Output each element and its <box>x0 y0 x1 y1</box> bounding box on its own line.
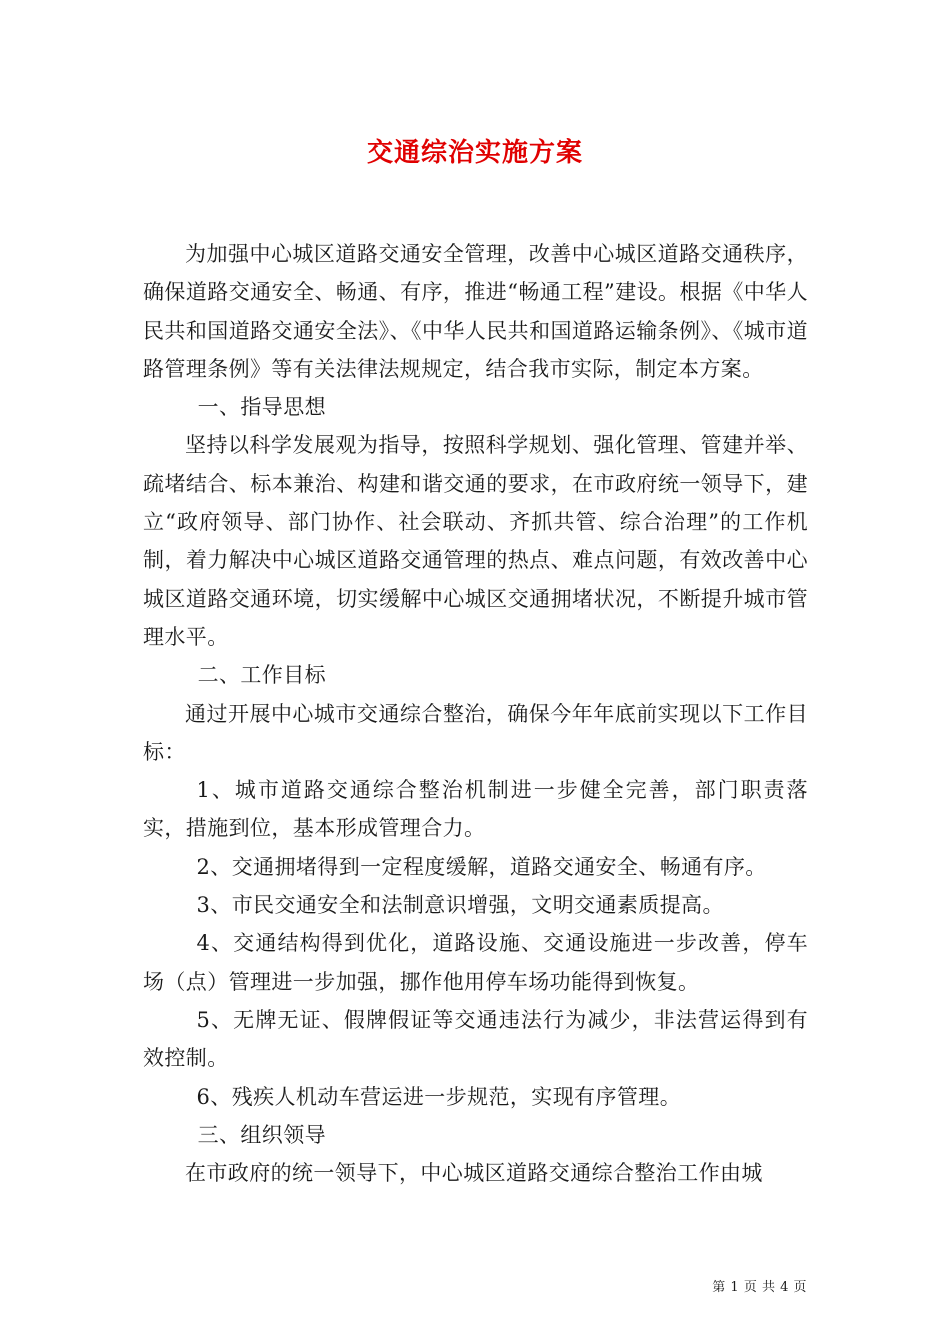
list-item-goal-4: 4、交通结构得到优化，道路设施、交通设施进一步改善，停车场（点）管理进一步加强，挪作他用停车场功能得到恢复。 <box>143 931 808 994</box>
document-title: 交通综治实施方案 <box>366 138 583 168</box>
paragraph-work-goals-intro: 通过开展中心城市交通综合整治，确保今年年底前实现以下工作目标： <box>143 701 808 764</box>
paragraph-organization: 在市政府的统一领导下，中心城区道路交通综合整治工作由城 <box>185 1161 763 1186</box>
section-heading-guiding-ideology: 一、指导思想 <box>197 395 326 420</box>
page-number: 第 1 页 共 4 页 <box>712 1280 807 1295</box>
paragraph-intro: 为加强中心城区道路交通安全管理，改善中心城区道路交通秩序，确保道路交通安全、畅通、有序，推进“畅通工程”建设。根据《中华人民共和国道路交通安全法》、《中华人民共和国道路运输条例》、《城市道路管理条例》等有关法律法规规定，结合我市实际，制定本方案。 <box>143 242 808 381</box>
section-heading-work-goals: 二、工作目标 <box>197 663 326 688</box>
paragraph-guiding-ideology: 坚持以科学发展观为指导，按照科学规划、强化管理、管建并举、疏堵结合、标本兼治、构建和谐交通的要求，在市政府统一领导下，建立“政府领导、部门协作、社会联动、齐抓共管、综合治理”的工作机制，着力解决中心城区道路交通管理的热点、难点问题，有效改善中心城区道路交通环境，切实缓解中心城区交通拥堵状况，不断提升城市管理水平。 <box>143 433 808 649</box>
list-item-goal-1: 1、城市道路交通综合整治机制进一步健全完善，部门职责落实，措施到位，基本形成管理合力。 <box>143 778 808 841</box>
section-heading-organization: 三、组织领导 <box>197 1122 326 1147</box>
list-item-goal-2: 2、交通拥堵得到一定程度缓解，道路交通安全、畅通有序。 <box>196 854 767 879</box>
document-body <box>143 235 808 1192</box>
list-item-goal-3: 3、市民交通安全和法制意识增强，文明交通素质提高。 <box>196 893 724 918</box>
list-item-goal-5: 5、无牌无证、假牌假证等交通违法行为减少，非法营运得到有效控制。 <box>143 1007 808 1071</box>
list-item-goal-6: 6、残疾人机动车营运进一步规范，实现有序管理。 <box>196 1084 682 1109</box>
